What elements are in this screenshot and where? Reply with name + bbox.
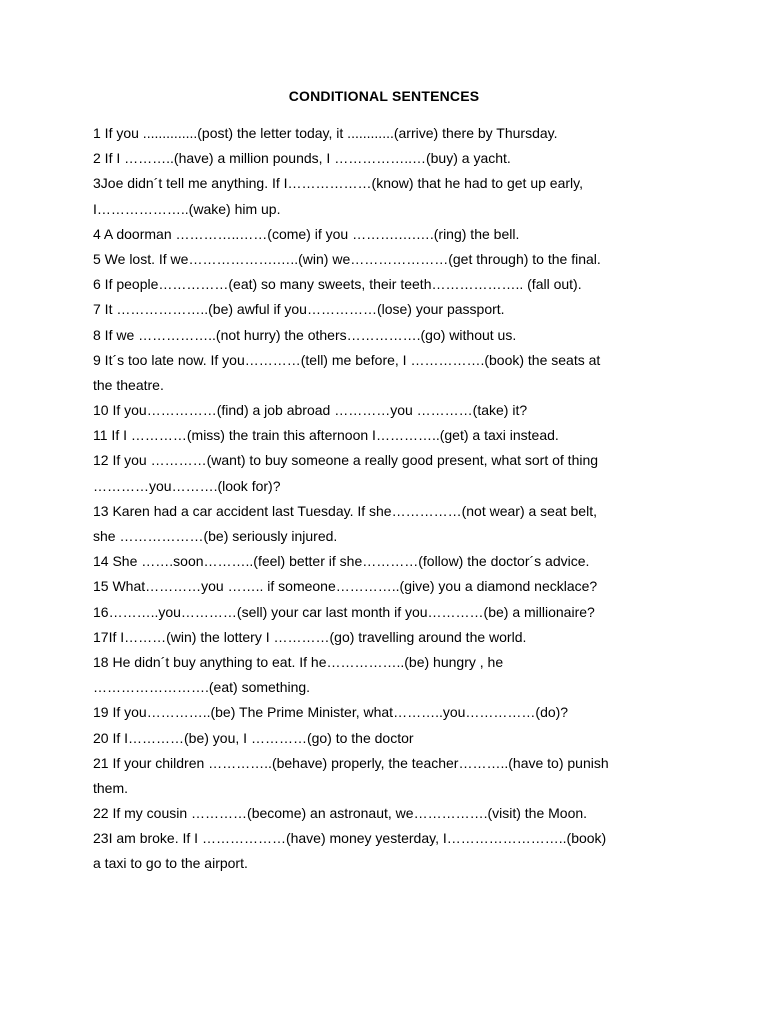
exercise-line: 5 We lost. If we……………….…..(win) we…………………(get through) to the final. — [93, 250, 601, 267]
exercise-line: 14 She …….soon………..(feel) better if she…………(follow) the doctor´s advice. — [93, 553, 590, 570]
exercise-line: the theatre. — [93, 376, 164, 393]
exercise-line: I………………..(wake) him up. — [93, 200, 281, 217]
exercise-line: 11 If I …………(miss) the train this afternoon I…………..(get) a taxi instead. — [93, 427, 559, 444]
exercise-line: 6 If people……………(eat) so many sweets, their teeth……………….. (fall out). — [93, 276, 582, 293]
exercise-line: 21 If your children …………..(behave) properly, the teacher………..(have to) punish — [93, 754, 609, 771]
exercise-line: 9 It´s too late now. If you…………(tell) me before, I …………….(book) the seats at — [93, 351, 601, 368]
exercise-line: 23I am broke. If I ………………(have) money yesterday, I……………………..(book) — [93, 830, 607, 847]
exercise-line: she ………………(be) seriously injured. — [93, 528, 338, 544]
exercise-line: 19 If you…………..(be) The Prime Minister, what………..you……………(do)? — [93, 704, 569, 721]
exercise-line: 16………..you…………(sell) your car last month if you…………(be) a millionaire? — [93, 603, 595, 620]
exercise-line: 1 If you ..............(post) the letter today, it ............(arrive) there by Thursday. — [93, 125, 558, 141]
exercise-line: 20 If I…………(be) you, I …………(go) to the doctor — [93, 729, 414, 746]
exercise-line: 4 A doorman …………..……(come) if you ……….….….(ring) the bell. — [93, 225, 520, 242]
exercise-line: …………………….(eat) something. — [93, 679, 311, 696]
exercise-line: 7 It ………………..(be) awful if you……………(lose) your passport. — [93, 301, 505, 318]
exercise-line: 22 If my cousin …………(become) an astronaut, we…………….(visit) the Moon. — [93, 805, 588, 822]
exercise-line: 12 If you …………(want) to buy someone a really good present, what sort of thing — [93, 452, 599, 469]
exercise-line: 10 If you……………(find) a job abroad …………you …………(take) it? — [93, 402, 528, 419]
worksheet-title: CONDITIONAL SENTENCES — [288, 88, 480, 104]
exercise-line: …………you……….(look for)? — [93, 477, 281, 494]
exercise-line: 13 Karen had a car accident last Tuesday. If she……………(not wear) a seat belt, — [93, 502, 597, 519]
exercise-line: a taxi to go to the airport. — [93, 855, 248, 872]
exercise-line: 2 If I ………..(have) a million pounds, I ……………..…(buy) a yacht. — [93, 150, 511, 167]
exercise-line: 8 If we ……………..(not hurry) the others…………….(go) without us. — [93, 326, 517, 343]
exercise-line: 3Joe didn´t tell me anything. If I………………(know) that he had to get up early, — [93, 175, 583, 192]
exercise-list — [93, 123, 673, 879]
exercise-line: them. — [93, 779, 129, 796]
exercise-line: 18 He didn´t buy anything to eat. If he……………..(be) hungry , he — [93, 653, 504, 670]
exercise-line: 17If I………(win) the lottery I …………(go) travelling around the world. — [93, 628, 527, 645]
exercise-line: 15 What…………you …….. if someone…………..(give) you a diamond necklace? — [93, 578, 598, 595]
